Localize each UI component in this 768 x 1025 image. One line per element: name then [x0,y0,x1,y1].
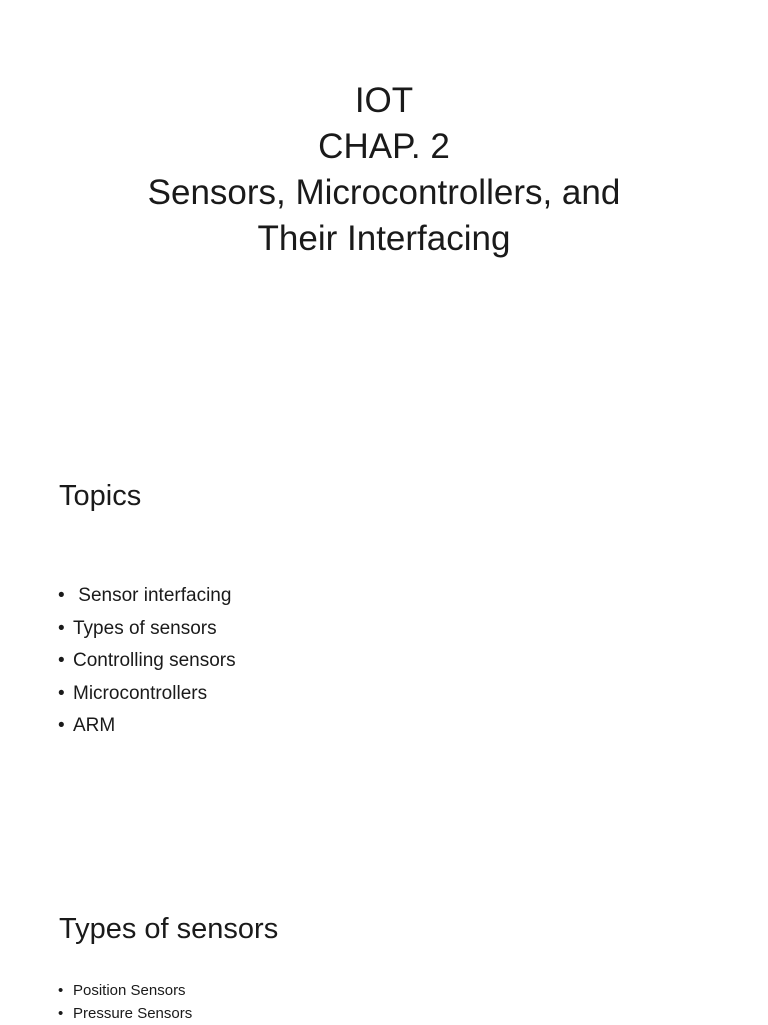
list-item-text: Types of sensors [73,617,217,639]
slide-title [0,78,768,262]
list-item-text: Controlling sensors [73,650,236,671]
list-item [58,645,236,678]
title-line: Sensors, Microcontrollers, and [147,173,621,212]
slide-heading: Types of sensors [59,913,279,945]
title-line: IOT [354,81,414,120]
list-item-text: Position Sensors [73,982,186,999]
bullet-icon: • [58,585,65,606]
topics-slide [0,432,768,864]
list-item-text: Pressure Sensors [73,1005,193,1022]
title-slide [0,0,768,432]
list-item-text: ARM [73,715,116,736]
bullet-list [58,580,236,743]
bullet-icon: • [58,682,65,704]
bullet-list [58,979,192,1025]
list-item-text: Sensor interfacing [73,585,232,606]
list-item [58,678,236,711]
list-item [58,979,192,1002]
bullet-icon: • [58,617,65,639]
slide-heading: Topics [59,480,142,512]
list-item-text: Microcontrollers [73,682,208,704]
bullet-icon: • [58,650,65,671]
bullet-icon: • [58,982,64,999]
list-item [58,1002,192,1025]
types-slide [0,864,768,1024]
list-item [58,710,236,743]
title-line: CHAP. 2 [318,127,450,166]
bullet-icon: • [58,715,65,736]
list-item [58,613,236,646]
list-item [58,580,236,613]
title-line: Their Interfacing [257,219,511,258]
bullet-icon: • [58,1005,64,1022]
